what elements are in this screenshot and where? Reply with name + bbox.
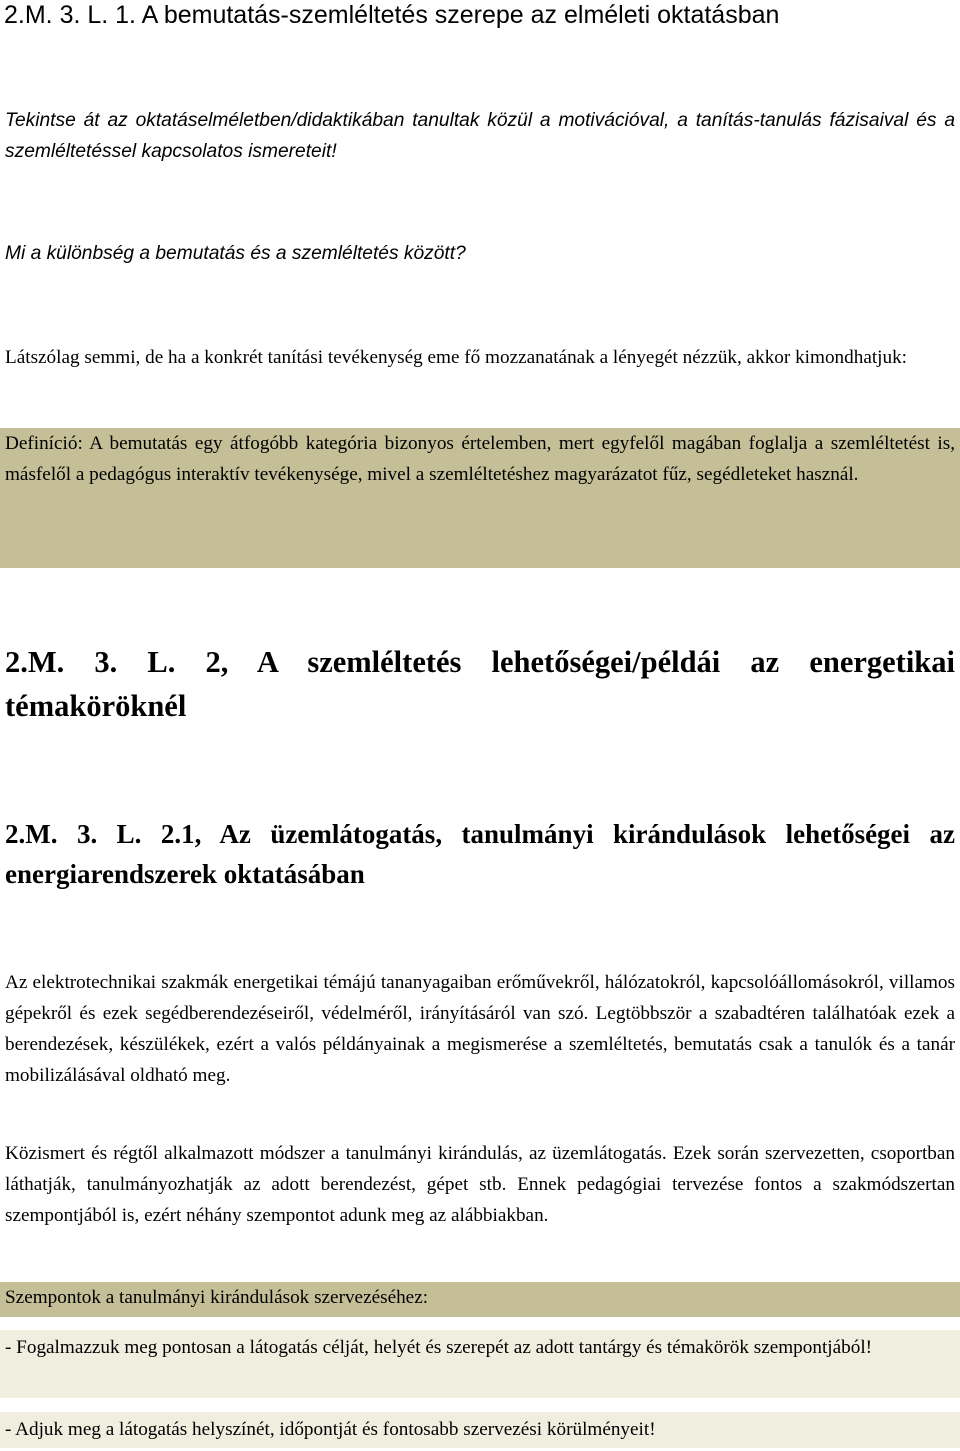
section-heading-2: 2.M. 3. L. 2, A szemléltetés lehetőségei/példái az energetikai témaköröknél bbox=[5, 645, 955, 723]
question-text: Mi a különbség a bemutatás és a szemléltetés között? bbox=[5, 243, 466, 264]
szempontok-heading-box bbox=[0, 1282, 960, 1317]
list-item-text: - Fogalmazzuk meg pontosan a látogatás célját, helyét és szerepét az adott tantárgy és témakörök szempontjából! bbox=[5, 1337, 873, 1358]
paragraph-kozismert: Közismert és régtől alkalmazott módszer a tanulmányi kirándulás, az üzemlátogatás. Ezek során szervezetten, csoportban láthatják, tanulmányozhatják az adott berendezést, gépet stb. Ennek pedagógiai tervezése fontos a szakmódszertan szempontjából is, ezért néhány szempontot adunk meg az alábbiakban. bbox=[5, 1143, 955, 1226]
szempontok-heading: Szempontok a tanulmányi kirándulások szervezéséhez: bbox=[5, 1287, 429, 1308]
page-title: 2.M. 3. L. 1. A bemutatás-szemléltetés szerepe az elméleti oktatásban bbox=[4, 1, 780, 29]
section-heading-2-1: 2.M. 3. L. 2.1, Az üzemlátogatás, tanulmányi kirándulások lehetőségei az energiarendszerek oktatásában bbox=[5, 819, 955, 889]
definition-text: Definíció: A bemutatás egy átfogóbb kategória bizonyos értelemben, mert egyfelől magában foglalja a szemléltetést is, másfelől a pedagógus interaktív tevékenysége, mivel a szemléltetéshez magyarázatot fűz, segédleteket használ. bbox=[5, 433, 955, 485]
list-item bbox=[0, 1412, 960, 1448]
definition-box bbox=[0, 428, 960, 568]
list-item bbox=[0, 1330, 960, 1398]
paragraph-elektrotechnika: Az elektrotechnikai szakmák energetikai témájú tananyagaiban erőművekről, hálózatokról, kapcsolóállomásokról, villamos gépekről és ezek segédberendezéseiről, védelméről, irányításáról van szó. Legtöbbször a szabadtéren találhatóak ezek a berendezések, készülékek, ezért a valós példányainak a megismerése a szemléltetés, bemutatás csak a tanulók és a tanár mobilizálásával oldható meg. bbox=[5, 972, 955, 1086]
intro-task-text: Tekintse át az oktatáselméletben/didaktikában tanultak közül a motivációval, a tanítás-tanulás fázisaival és a szemléltetéssel kapcsolatos ismereteit! bbox=[5, 110, 955, 162]
answer-paragraph: Látszólag semmi, de ha a konkrét tanítási tevékenység eme fő mozzanatának a lényegét nézzük, akkor kimondhatjuk: bbox=[5, 347, 908, 368]
list-item-text: - Adjuk meg a látogatás helyszínét, időpontját és fontosabb szervezési körülményeit! bbox=[5, 1419, 656, 1440]
